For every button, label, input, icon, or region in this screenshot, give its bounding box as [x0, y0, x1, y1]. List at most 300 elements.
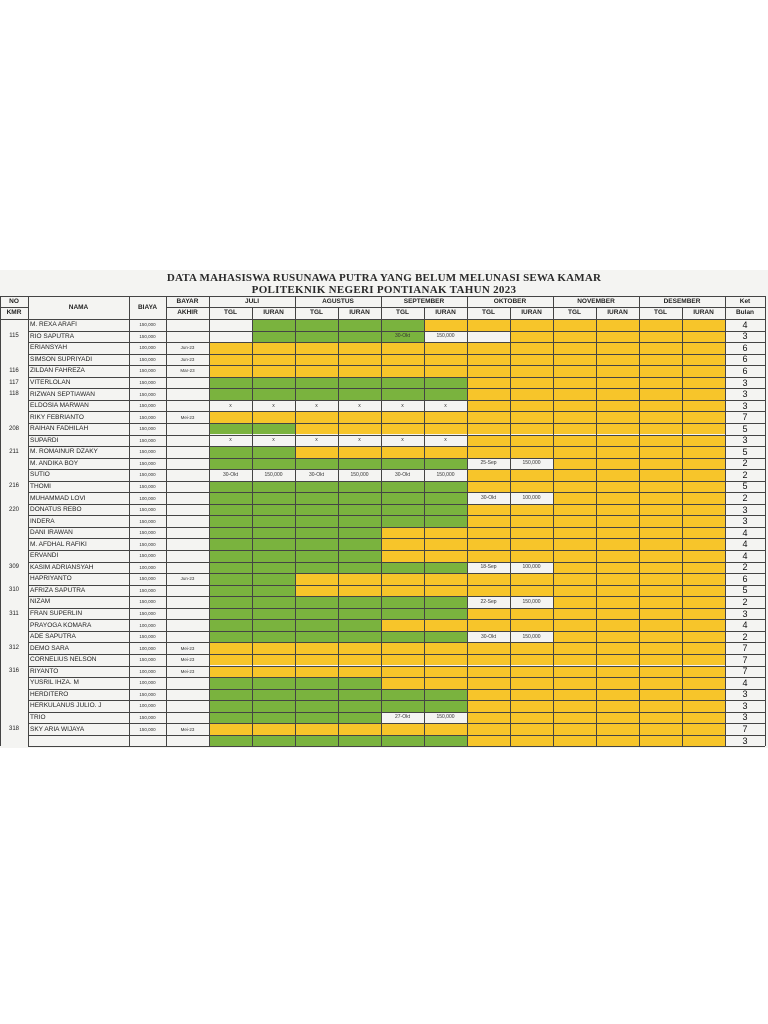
payment-cell: 30-Okt	[467, 631, 510, 643]
payment-cell	[553, 411, 596, 423]
months-outstanding: 3	[742, 331, 748, 342]
grid-line	[28, 619, 765, 620]
payment-cell: x	[209, 435, 252, 447]
payment-cell	[467, 677, 510, 689]
payment-cell	[252, 354, 295, 366]
payment-cell	[209, 712, 252, 724]
payment-cell	[338, 562, 381, 574]
fee-amount: 100,000	[139, 345, 156, 351]
payment-cell	[553, 492, 596, 504]
months-outstanding: 4	[742, 527, 748, 538]
payment-cell	[596, 331, 639, 343]
payment-cell	[252, 527, 295, 539]
payment-cell	[639, 689, 682, 701]
payment-cell	[381, 631, 424, 643]
grid-line	[28, 723, 765, 724]
payment-cell	[209, 619, 252, 631]
student-name: ELDOSIA MARWAN	[30, 402, 89, 410]
months-outstanding: 2	[742, 469, 748, 480]
grid-line	[28, 585, 765, 586]
payment-cell	[295, 631, 338, 643]
grid-line	[0, 307, 28, 308]
student-name: SUPARDI	[30, 436, 59, 444]
payment-cell	[295, 654, 338, 666]
payment-cell	[252, 689, 295, 701]
months-outstanding: 2	[742, 458, 748, 469]
fee-amount: 150,000	[139, 414, 156, 420]
student-name: ADE SAPUTRA	[30, 633, 76, 641]
payment-cell	[338, 538, 381, 550]
grid-line	[28, 527, 765, 528]
payment-cell	[510, 423, 553, 435]
months-outstanding: 6	[742, 365, 748, 376]
payment-cell: x	[338, 400, 381, 412]
payment-cell	[639, 585, 682, 597]
payment-cell	[209, 504, 252, 516]
payment-cell	[209, 654, 252, 666]
payment-cell	[639, 735, 682, 747]
payment-cell	[338, 354, 381, 366]
payment-cell	[252, 700, 295, 712]
student-name: RIZWAN SEPTIAWAN	[30, 390, 95, 398]
payment-cell	[338, 331, 381, 343]
payment-cell	[467, 388, 510, 400]
student-name: DEMO SARA	[30, 644, 70, 652]
payment-cell	[295, 458, 338, 470]
fee-amount: 150,000	[139, 437, 156, 443]
payment-cell	[209, 331, 252, 343]
grid-line	[28, 504, 765, 505]
payment-cell	[682, 619, 725, 631]
payment-cell	[639, 377, 682, 389]
payment-cell	[682, 423, 725, 435]
grid-line	[639, 296, 640, 746]
student-name: NIZAM	[30, 598, 51, 606]
payment-cell	[639, 538, 682, 550]
grid-line	[28, 642, 765, 643]
student-name: AFRIZA SAPUTRA	[30, 586, 86, 594]
payment-cell	[381, 377, 424, 389]
payment-cell	[596, 666, 639, 678]
payment-cell	[553, 654, 596, 666]
student-name: ERIANSYAH	[30, 344, 68, 352]
payment-cell: 150,000	[510, 458, 553, 470]
payment-cell	[682, 527, 725, 539]
last-payment	[166, 527, 209, 539]
payment-cell	[467, 700, 510, 712]
payment-cell	[424, 700, 467, 712]
payment-cell	[596, 458, 639, 470]
payment-cell	[338, 654, 381, 666]
payment-cell	[596, 411, 639, 423]
payment-cell	[381, 365, 424, 377]
fee-amount: 150,000	[139, 634, 156, 640]
payment-cell	[682, 689, 725, 701]
payment-cell	[596, 354, 639, 366]
header-iuran: IURAN	[263, 309, 284, 316]
payment-cell	[682, 515, 725, 527]
payment-cell	[553, 642, 596, 654]
room-number: 117	[9, 379, 19, 386]
grid-line	[596, 307, 597, 746]
grid-line	[0, 296, 1, 746]
payment-cell	[338, 342, 381, 354]
payment-cell	[424, 446, 467, 458]
student-name: SKY ARIA WIJAYA	[30, 725, 85, 733]
payment-cell	[467, 469, 510, 481]
payment-cell	[209, 446, 252, 458]
payment-cell	[338, 723, 381, 735]
payment-cell	[553, 515, 596, 527]
payment-cell	[209, 411, 252, 423]
payment-cell	[209, 608, 252, 620]
payment-cell	[553, 538, 596, 550]
payment-cell	[467, 411, 510, 423]
payment-cell: 100,000	[510, 492, 553, 504]
payment-cell	[252, 666, 295, 678]
payment-cell	[252, 492, 295, 504]
payment-cell	[424, 573, 467, 585]
payment-cell: 100,000	[510, 562, 553, 574]
payment-cell	[682, 654, 725, 666]
last-payment	[166, 700, 209, 712]
payment-cell	[295, 538, 338, 550]
payment-cell	[424, 342, 467, 354]
payment-cell	[682, 596, 725, 608]
fee-amount: 150,000	[139, 356, 156, 362]
room-number: 115	[9, 333, 19, 340]
grid-line	[28, 377, 765, 378]
payment-cell	[381, 677, 424, 689]
payment-cell	[596, 608, 639, 620]
payment-cell	[295, 331, 338, 343]
payment-cell	[596, 689, 639, 701]
payment-cell	[252, 712, 295, 724]
payment-cell	[252, 562, 295, 574]
payment-cell: 150,000	[252, 469, 295, 481]
payment-cell	[553, 596, 596, 608]
payment-cell	[424, 481, 467, 493]
last-payment	[166, 435, 209, 447]
payment-cell	[295, 388, 338, 400]
grid-line	[28, 481, 765, 482]
payment-cell	[596, 677, 639, 689]
header-akhir: AKHIR	[177, 309, 198, 316]
payment-cell	[381, 700, 424, 712]
fee-amount: 100,000	[139, 622, 156, 628]
grid-line	[725, 307, 765, 308]
payment-cell	[553, 723, 596, 735]
payment-cell	[295, 377, 338, 389]
months-outstanding: 2	[742, 631, 748, 642]
payment-cell	[424, 677, 467, 689]
payment-cell	[209, 666, 252, 678]
grid-line	[725, 296, 726, 746]
months-outstanding: 3	[742, 608, 748, 619]
payment-cell	[424, 689, 467, 701]
payment-cell	[596, 365, 639, 377]
payment-cell	[209, 481, 252, 493]
payment-cell	[639, 654, 682, 666]
payment-cell	[596, 538, 639, 550]
payment-cell	[596, 423, 639, 435]
fee-amount: 150,000	[139, 403, 156, 409]
payment-cell	[424, 538, 467, 550]
grid-line	[28, 515, 765, 516]
payment-cell	[467, 446, 510, 458]
months-outstanding: 2	[742, 493, 748, 504]
payment-cell	[467, 377, 510, 389]
student-name: CORNELIUS NELSON	[30, 656, 97, 664]
last-payment	[166, 677, 209, 689]
payment-cell: x	[338, 435, 381, 447]
payment-cell	[295, 735, 338, 747]
last-payment	[166, 469, 209, 481]
last-payment	[166, 608, 209, 620]
grid-line	[28, 666, 765, 667]
payment-cell	[596, 319, 639, 331]
payment-cell	[510, 388, 553, 400]
payment-cell	[639, 342, 682, 354]
payment-cell	[553, 400, 596, 412]
payment-cell	[295, 666, 338, 678]
payment-cell	[381, 446, 424, 458]
student-name: FRAN SUPERLIN	[30, 610, 83, 618]
months-outstanding: 4	[742, 550, 748, 561]
payment-cell	[596, 596, 639, 608]
payment-cell	[682, 700, 725, 712]
grid-line	[28, 296, 29, 746]
payment-cell	[510, 365, 553, 377]
payment-cell	[596, 504, 639, 516]
payment-cell	[338, 365, 381, 377]
header-no: NO	[9, 297, 19, 305]
student-name: HERKULANUS JULIO. J	[30, 702, 102, 710]
payment-cell	[639, 712, 682, 724]
payment-cell	[596, 654, 639, 666]
payment-cell	[381, 562, 424, 574]
payment-cell	[295, 585, 338, 597]
grid-line	[28, 700, 765, 701]
room-number: 216	[8, 483, 19, 490]
payment-cell	[295, 700, 338, 712]
payment-cell	[209, 631, 252, 643]
payment-cell	[510, 319, 553, 331]
payment-cell	[510, 377, 553, 389]
payment-cell	[209, 458, 252, 470]
payment-cell	[639, 700, 682, 712]
payment-cell	[424, 423, 467, 435]
payment-cell	[596, 700, 639, 712]
grid-line	[338, 307, 339, 746]
payment-cell	[424, 527, 467, 539]
payment-cell	[424, 585, 467, 597]
fee-amount: 150,000	[139, 691, 156, 697]
room-number: 318	[8, 726, 19, 733]
payment-cell	[596, 562, 639, 574]
payment-cell	[553, 527, 596, 539]
payment-cell	[338, 446, 381, 458]
student-name: RIO SAPUTRA	[30, 332, 75, 340]
student-name: THOMI	[30, 482, 51, 490]
payment-cell	[424, 608, 467, 620]
payment-cell: x	[252, 435, 295, 447]
payment-cell	[510, 446, 553, 458]
payment-cell	[424, 319, 467, 331]
payment-cell	[639, 388, 682, 400]
payment-cell	[209, 423, 252, 435]
last-payment: Mei-23	[180, 726, 195, 732]
payment-cell	[553, 446, 596, 458]
fee-amount: 150,000	[139, 460, 156, 466]
grid-line	[28, 712, 765, 713]
fee-amount: 150,000	[139, 714, 156, 720]
last-payment: Mei-23	[180, 668, 195, 674]
payment-cell	[596, 712, 639, 724]
payment-cell	[639, 619, 682, 631]
last-payment	[166, 712, 209, 724]
payment-cell	[682, 400, 725, 412]
payment-cell	[596, 631, 639, 643]
last-payment: Mei-23	[180, 657, 195, 663]
student-name: ERVANDI	[30, 552, 59, 560]
payment-cell	[424, 666, 467, 678]
payment-cell	[338, 689, 381, 701]
payment-cell	[467, 735, 510, 747]
grid-line	[28, 469, 765, 470]
payment-cell	[553, 342, 596, 354]
payment-cell	[295, 481, 338, 493]
payment-cell	[467, 538, 510, 550]
grid-line	[28, 562, 765, 563]
months-outstanding: 7	[742, 412, 748, 423]
grid-line	[209, 296, 210, 746]
grid-line	[28, 435, 765, 436]
last-payment	[166, 735, 209, 747]
payment-cell	[510, 354, 553, 366]
header-bayar: BAYAR	[176, 297, 199, 305]
payment-cell	[381, 666, 424, 678]
payment-cell	[639, 550, 682, 562]
fee-amount: 100,000	[139, 645, 156, 651]
student-name: PRAYOGA KOMARA	[30, 621, 92, 629]
payment-cell	[295, 642, 338, 654]
last-payment	[166, 388, 209, 400]
payment-cell	[467, 712, 510, 724]
payment-cell	[424, 492, 467, 504]
payment-cell: 30-Okt	[467, 492, 510, 504]
months-outstanding: 3	[742, 389, 748, 400]
header-tgl: TGL	[396, 309, 409, 316]
payment-cell	[467, 365, 510, 377]
student-name: M. REXA ARAFI	[30, 321, 77, 329]
payment-cell	[596, 735, 639, 747]
payment-cell	[252, 654, 295, 666]
payment-cell	[510, 469, 553, 481]
payment-cell	[381, 596, 424, 608]
payment-cell	[510, 712, 553, 724]
header-iuran: IURAN	[435, 309, 456, 316]
room-number: 208	[8, 425, 19, 432]
payment-cell	[682, 458, 725, 470]
payment-cell	[295, 492, 338, 504]
payment-cell	[209, 723, 252, 735]
payment-cell	[424, 631, 467, 643]
payment-cell: 150,000	[424, 331, 467, 343]
grid-line	[28, 411, 765, 412]
payment-cell	[596, 446, 639, 458]
student-name: YUSRIL IHZA. M	[30, 679, 79, 687]
last-payment: Jun-23	[180, 345, 195, 351]
payment-cell	[510, 723, 553, 735]
payment-cell	[209, 585, 252, 597]
payment-cell	[381, 689, 424, 701]
payment-cell	[209, 538, 252, 550]
payment-cell	[338, 631, 381, 643]
payment-cell	[381, 608, 424, 620]
grid-line	[28, 331, 765, 332]
payment-cell	[381, 492, 424, 504]
grid-line	[28, 354, 765, 355]
payment-cell	[510, 654, 553, 666]
last-payment	[166, 423, 209, 435]
payment-cell	[252, 481, 295, 493]
payment-cell	[252, 642, 295, 654]
payment-cell	[682, 723, 725, 735]
payment-cell	[553, 735, 596, 747]
payment-cell	[553, 666, 596, 678]
payment-cell	[682, 538, 725, 550]
last-payment	[166, 585, 209, 597]
months-outstanding: 6	[742, 573, 748, 584]
payment-cell	[510, 735, 553, 747]
months-outstanding: 7	[742, 643, 748, 654]
payment-cell	[510, 700, 553, 712]
header-iuran: IURAN	[693, 309, 714, 316]
payment-cell	[553, 377, 596, 389]
payment-cell	[467, 504, 510, 516]
grid-line	[28, 388, 765, 389]
payment-cell	[209, 377, 252, 389]
payment-cell	[295, 504, 338, 516]
grid-line	[682, 307, 683, 746]
payment-cell	[639, 608, 682, 620]
grid-line	[28, 573, 765, 574]
payment-cell	[467, 550, 510, 562]
header-iuran: IURAN	[521, 309, 542, 316]
payment-cell	[381, 515, 424, 527]
payment-cell	[682, 562, 725, 574]
payment-cell	[424, 619, 467, 631]
payment-cell: x	[381, 400, 424, 412]
last-payment	[166, 550, 209, 562]
payment-cell	[553, 469, 596, 481]
header-tgl: TGL	[310, 309, 323, 316]
fee-amount: 150,000	[139, 391, 156, 397]
payment-cell	[682, 365, 725, 377]
payment-cell	[424, 411, 467, 423]
student-name: HAPRIYANTO	[30, 575, 72, 583]
payment-cell	[381, 619, 424, 631]
fee-amount: 100,000	[139, 680, 156, 686]
payment-cell	[510, 331, 553, 343]
payment-cell	[639, 400, 682, 412]
payment-cell	[381, 527, 424, 539]
room-number: 211	[9, 448, 19, 455]
fee-amount	[129, 735, 166, 747]
months-outstanding: 3	[742, 516, 748, 527]
fee-amount: 150,000	[139, 426, 156, 432]
